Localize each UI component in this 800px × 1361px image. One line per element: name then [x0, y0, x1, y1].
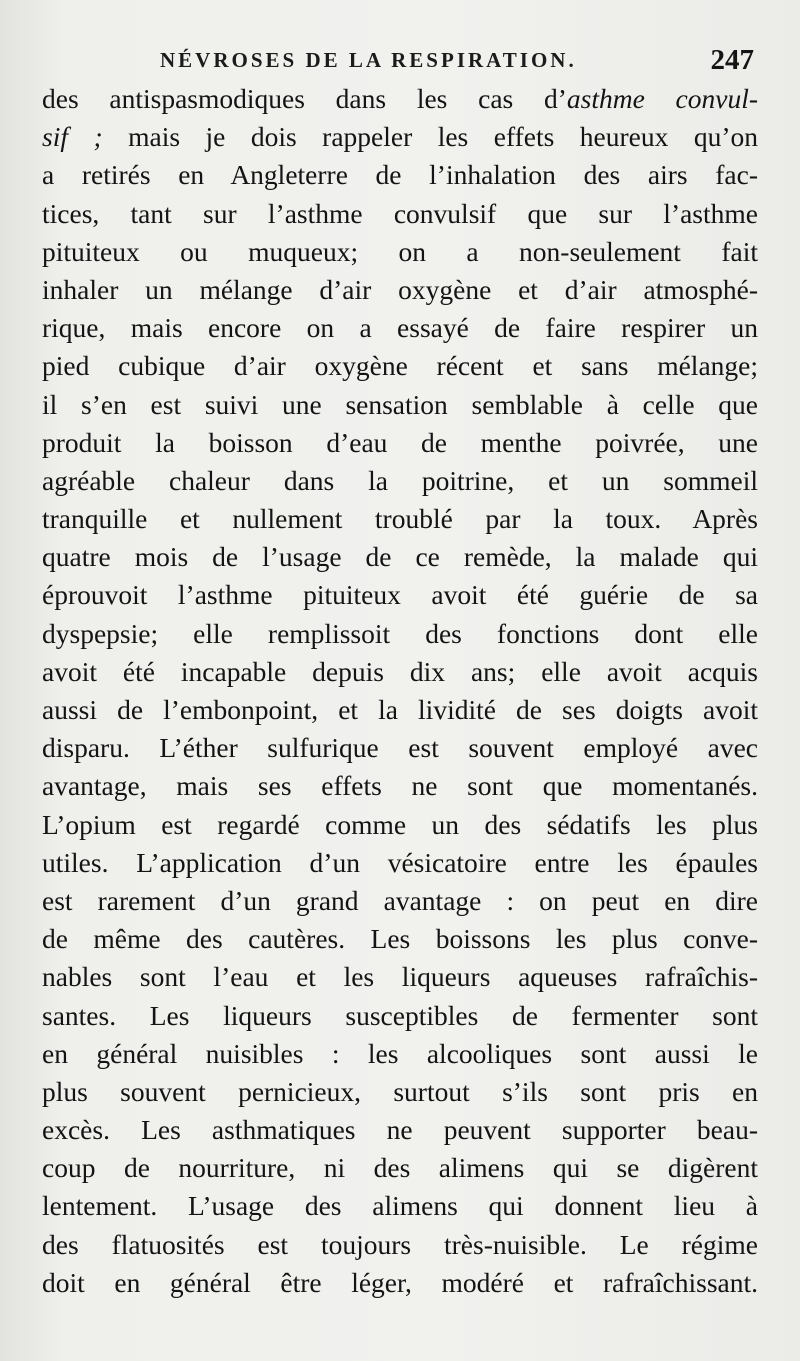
- text-line: santes. Les liqueurs susceptibles de fermenter sont: [42, 999, 758, 1031]
- text-line: de même des cautères. Les boissons les plus conve-: [42, 923, 758, 955]
- text-line: aussi de l’embonpoint, et la lividité de ses doigts avoit: [42, 694, 758, 725]
- text-line: en général nuisibles : les alcooliques sont aussi le: [42, 1037, 758, 1069]
- text-line: inhaler un mélange d’air oxygène et d’air atmosphé-: [42, 273, 758, 305]
- text-line: L’opium est regardé comme un des sédatifs les plus: [42, 808, 758, 840]
- text-line: a retirés en Angleterre de l’inhalation des airs fac-: [42, 159, 758, 191]
- text-line: dyspepsie; elle remplissoit des fonctions dont elle: [42, 617, 758, 649]
- text-line: agréable chaleur dans la poitrine, et un sommeil: [42, 464, 758, 496]
- text-line: lentement. L’usage des alimens qui donnent lieu à: [42, 1190, 758, 1222]
- text-line: doit en général être léger, modéré et rafraîchissant.: [42, 1266, 758, 1298]
- text-line: pied cubique d’air oxygène récent et sans mélange;: [42, 350, 758, 382]
- body-text: [42, 80, 758, 1302]
- text-line: pituiteux ou muqueux; on a non-seulement fait: [42, 235, 758, 267]
- text-line: des flatuosités est toujours très-nuisible. Le régime: [42, 1228, 758, 1260]
- text-line: est rarement d’un grand avantage : on peut en dire: [42, 884, 758, 916]
- text-line: avantage, mais ses effets ne sont que momentanés.: [42, 770, 758, 802]
- text-line: plus souvent pernicieux, surtout s’ils sont pris en: [42, 1075, 758, 1107]
- text-line: coup de nourriture, ni des alimens qui se digèrent: [42, 1152, 758, 1184]
- text-line: des antispasmodiques dans les cas d’asthme convul-: [42, 83, 758, 114]
- text-line: tices, tant sur l’asthme convulsif que sur l’asthme: [42, 197, 758, 229]
- text-line: produit la boisson d’eau de menthe poivrée, une: [42, 426, 758, 458]
- text-line: sif ; mais je dois rappeler les effets heureux qu’on: [42, 121, 758, 153]
- text-line: excès. Les asthmatiques ne peuvent supporter beau-: [42, 1114, 758, 1146]
- text-line: nables sont l’eau et les liqueurs aqueuses rafraîchis-: [42, 961, 758, 993]
- text-line: rique, mais encore on a essayé de faire respirer un: [42, 312, 758, 344]
- running-head: [120, 44, 760, 80]
- text-line: il s’en est suivi une sensation semblable à celle que: [42, 388, 758, 420]
- page-number: 247: [710, 44, 754, 76]
- text-line: tranquille et nullement troublé par la toux. Après: [42, 503, 758, 535]
- text-line: quatre mois de l’usage de ce remède, la malade qui: [42, 541, 758, 573]
- text-line: avoit été incapable depuis dix ans; elle avoit acquis: [42, 655, 758, 687]
- running-head-title: NÉVROSES DE LA RESPIRATION.: [160, 48, 577, 72]
- text-line: utiles. L’application d’un vésicatoire entre les épaules: [42, 846, 758, 878]
- text-line: éprouvoit l’asthme pituiteux avoit été guérie de sa: [42, 579, 758, 611]
- text-line: disparu. L’éther sulfurique est souvent employé avec: [42, 732, 758, 764]
